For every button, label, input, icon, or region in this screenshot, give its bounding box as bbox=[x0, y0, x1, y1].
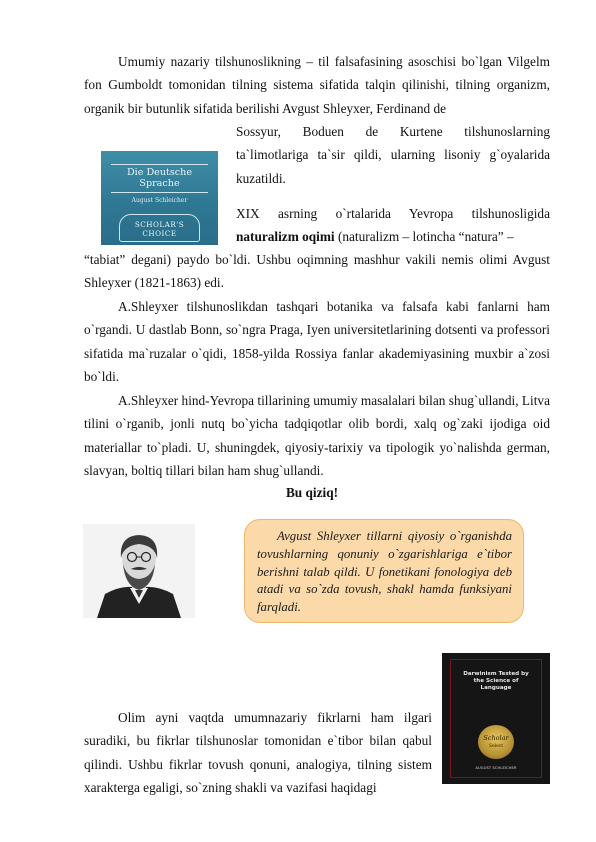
book1-title-line1: Die Deutsche bbox=[126, 167, 193, 178]
info-callout bbox=[244, 519, 524, 623]
paragraph-2-full bbox=[84, 248, 550, 295]
book2-title-line2: the Science of bbox=[473, 678, 519, 684]
portrait-august-schleicher bbox=[83, 524, 195, 618]
paragraph-4-text: A.Shleyxer hind-Yevropa tillarining umumiy masalalari bilan shug`ullandi, Litva tilini o`rganib, jonli nutq bo`yicha tadqiqotlar olib bordi, xalq og`zaki ijodiga oid materiallar to`pladi. U, shuningdek, qiyosiy-tarixiy va tipologik yo`nalishda german, slavyan, boltiq tillari bilan ham shug`ullandi. bbox=[84, 393, 550, 479]
paragraph-2-side bbox=[236, 202, 550, 249]
section-heading: Bu qiziq! bbox=[285, 485, 339, 500]
book2-author: AUGUST SCHLEICHER bbox=[475, 765, 517, 770]
book1-seal bbox=[119, 214, 200, 242]
book1-title-line2: Sprache bbox=[139, 178, 180, 189]
paragraph-1-continuation bbox=[236, 120, 550, 190]
paragraph-1-text: Umumiy nazariy tilshunoslikning – til falsafasining asoschisi bo`lgan Vilgelm fon Gumboldt tomonidan tilning sistema sifatida talqin qilinishi, tilning organizm, organik bir butunlik sifatida berilishi Avgust Shleyxer, Ferdinand de bbox=[84, 54, 550, 116]
paragraph-1-side-text: Sossyur, Boduen de Kurtene tilshunoslarning ta`limotlariga ta`sir qildi, ularning lisoniy g`oyalarida kuzatildi. bbox=[236, 124, 550, 186]
book1-seal-line2: CHOICE bbox=[142, 229, 177, 238]
paragraph-5 bbox=[84, 706, 432, 800]
paragraph-2-text-b: (naturalizm – lotincha “natura” – bbox=[334, 229, 514, 245]
book1-seal-line1: SCHOLAR'S bbox=[134, 220, 185, 229]
paragraph-2-text-a: XIX asrning o`rtalarida Yevropa tilshunosligida bbox=[236, 206, 550, 221]
naturalism-term: naturalizm oqimi bbox=[236, 229, 335, 245]
callout-paragraph bbox=[257, 528, 512, 617]
book2-seal-line2: Select bbox=[488, 744, 504, 749]
portrait-image bbox=[83, 524, 195, 618]
callout-text: Avgust Shleyxer tillarni qiyosiy o`rganishda tovushlarning qonuniy o`zgarishlariga e`tibor berishni talab qildi. U fonetikani fonologiya deb atadi va so`zda tovush, shakl hamda funksiyani farqladi. bbox=[257, 529, 512, 615]
book-cover-die-deutsche-sprache bbox=[101, 151, 218, 245]
paragraph-3 bbox=[84, 295, 550, 389]
book1-author: August Schleicher bbox=[131, 197, 188, 204]
paragraph-3-text: A.Shleyxer tilshunoslikdan tashqari botanika va falsafa kabi fanlarni ham o`rgandi. U dastlab Bonn, so`ngra Praga, Iyen universitetlarining dotsenti va professori sifatida ma`ruzalar o`qidi, 1858-yilda Rossiya fanlar akademiyasining muxbir a`zosi bo`ldi. bbox=[84, 299, 550, 385]
book2-title-line3: Language bbox=[480, 685, 512, 691]
paragraph-5-text: Olim ayni vaqtda umumnazariy fikrlarni ham ilgari suradiki, bu fikrlar tilshunoslar tomonidan e`tibor bilan qabul qilindi. Ushbu fikrlar tovush qonuni, analogiya, tilning sistem xarakterga egaligi, so`zning shakli va vazifasi haqidagi bbox=[84, 710, 432, 796]
book2-title-line1: Darwinism Tested by bbox=[463, 671, 529, 677]
book2-seal bbox=[478, 725, 514, 759]
paragraph-2-full-text: “tabiat” degani) paydo bo`ldi. Ushbu oqimning mashhur vakili nemis olimi Avgust Shleyxer (1821-1863) edi. bbox=[84, 252, 550, 291]
paragraph-4 bbox=[84, 389, 550, 483]
paragraph-1 bbox=[84, 50, 550, 120]
book-cover-darwinism-tested bbox=[442, 653, 550, 784]
book2-seal-line1: Scholar bbox=[483, 734, 509, 742]
book2-title bbox=[442, 671, 550, 692]
